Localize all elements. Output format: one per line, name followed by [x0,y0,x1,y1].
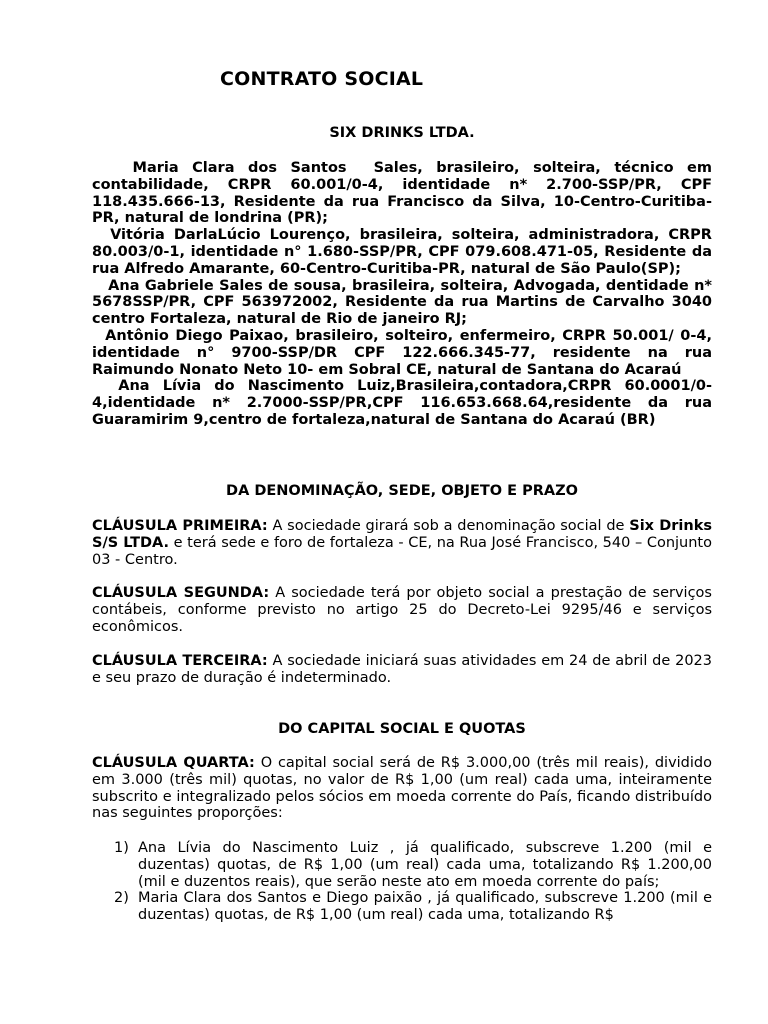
list-item-text: Maria Clara dos Santos e Diego paixão , já qualificado, subscreve 1.200 (mil e duzentas) quotas, de R$ 1,00 (um real) cada uma, totalizando R$ [138,890,712,924]
party-vitoria: Vitória DarlaLúcio Lourenço, brasileira, solteira, administradora, CRPR 80.003/0-1, identidade n° 1.680-SSP/PR, CPF 079.608.471-05, Residente da rua Alfredo Amarante, 60-Centro-Curitiba-PR, natural de São Paulo(SP); [92,227,718,277]
clause-terceira-text: A sociedade iniciará suas atividades em 24 de abril de 2023 e seu prazo de duração é indeterminado. [92,653,712,686]
clause-segunda-text: A sociedade terá por objeto social a prestação de serviços contábeis, conforme previsto no artigo 25 do Decreto-Lei 9295/46 e serviços econômicos. [92,585,712,635]
parties-block [92,160,718,429]
party-ana-gabriele: Ana Gabriele Sales de sousa, brasileira, solteira, Advogada, dentidade n* 5678SSP/PR, CPF 563972002, Residente da rua Martins de Carvalho 3040 centro Fortaleza, natural de Rio de janeiro RJ; [92,277,718,328]
clause-primeira [92,518,712,568]
clause-quarta-label: CLÁUSULA QUARTA: [92,755,255,771]
section-heading-denominacao: DA DENOMINAÇÃO, SEDE, OBJETO E PRAZO [226,483,578,499]
clause-primeira-text-a: A sociedade girará sob a denominação social de [267,518,630,534]
document-title: CONTRATO SOCIAL [220,68,424,90]
party-ana-livia: Ana Lívia do Nascimento Luiz,Brasileira,contadora,CRPR 60.0001/0-4,identidade n* 2.7000-SSP/PR,CPF 116.653.668.64,residente da rua Guaramirim 9,centro de fortaleza,natural de Santana do Acaraú (BR) [92,378,718,428]
clause-primeira-text-b: e terá sede e foro de fortaleza - CE, na Rua José Francisco, 540 – Conjunto 03 - Centro. [92,534,712,568]
clause-primeira-label: CLÁUSULA PRIMEIRA: [92,518,268,534]
list-item [92,890,712,924]
list-item-number: 1) [114,840,129,856]
list-item-text: Ana Lívia do Nascimento Luiz , já qualificado, subscreve 1.200 (mil e duzentas) quotas, de R$ 1,00 (um real) cada uma, totalizando R$ 1.200,00 (mil e duzentos reais), que serão neste ato em moeda corrente do país; [138,840,712,890]
section-heading-capital: DO CAPITAL SOCIAL E QUOTAS [278,721,526,737]
clause-segunda-label: CLÁUSULA SEGUNDA: [92,585,270,601]
clause-primeira-company: Six Drinks S/S LTDA. [92,518,713,551]
clause-terceira [92,653,712,687]
list-item [92,840,712,890]
list-item-number: 2) [114,890,129,907]
quota-list [92,840,712,924]
clause-segunda [92,585,712,635]
clause-quarta-text: O capital social será de R$ 3.000,00 (três mil reais), dividido em 3.000 (três mil) quotas, no valor de R$ 1,00 (um real) cada uma, inteiramente subscrito e integralizado pelos sócios em moeda corrente do País, ficando distribuído nas seguintes proporções: [92,755,712,822]
company-name: SIX DRINKS LTDA. [329,125,475,141]
clause-quarta [92,755,712,822]
party-maria-clara: Maria Clara dos Santos Sales, brasileiro, solteira, técnico em contabilidade, CRPR 60.001/0-4, identidade n* 2.700-SSP/PR, CPF 118.435.666-13, Residente da rua Francisco da Silva, 10-Centro-Curitiba-PR, natural de londrina (PR); [92,160,718,227]
party-antonio-diego: Antônio Diego Paixao, brasileiro, solteiro, enfermeiro, CRPR 50.001/ 0-4, identidade n° 9700-SSP/DR CPF 122.666.345-77, residente na rua Raimundo Nonato Neto 10- em Sobral CE, natural de Santana do Acaraú [92,327,718,378]
clause-terceira-label: CLÁUSULA TERCEIRA: [92,653,268,669]
